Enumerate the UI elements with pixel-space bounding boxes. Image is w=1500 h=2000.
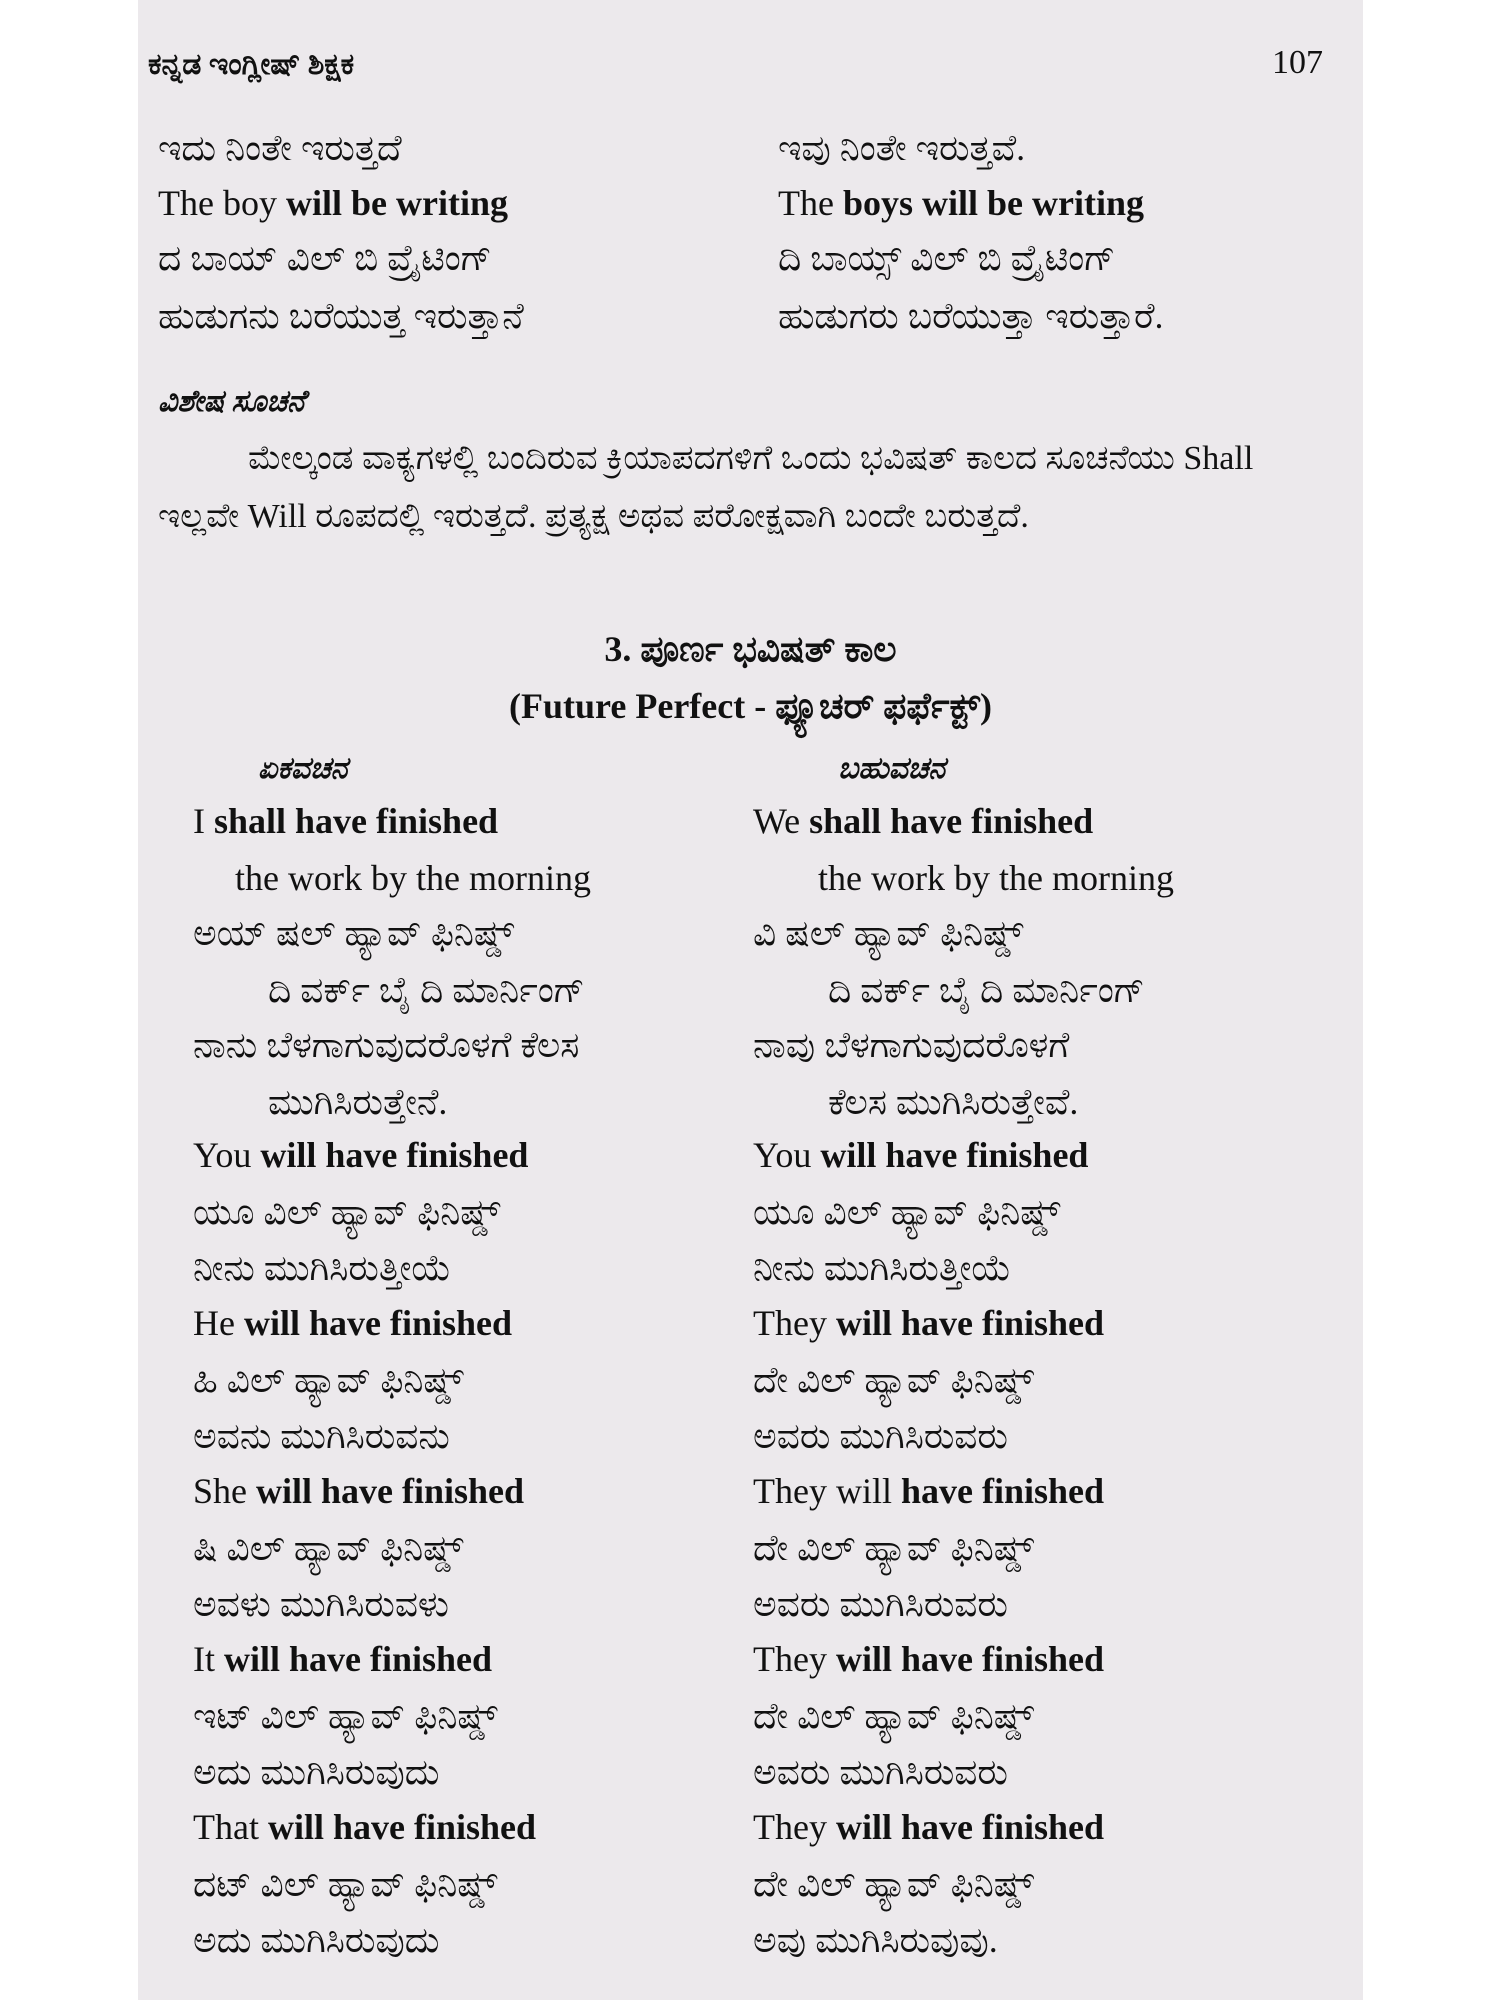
pair-right-transliteration: ದೇ ವಿಲ್ ಹ್ಯಾವ್ ಫಿನಿಷ್ಡ್ bbox=[753, 1360, 1034, 1400]
pair-right-english: They will have finished bbox=[753, 1303, 1105, 1343]
running-header-title: ಕನ್ನಡ ಇಂಗ್ಲೀಷ್ ಶಿಕ್ಷಕ bbox=[148, 48, 355, 81]
pair-left-english: He will have finished bbox=[193, 1303, 513, 1343]
fp-right-transliteration-cont: ದಿ ವರ್ಕ್ ಬೈ ದಿ ಮಾರ್ನಿಂಗ್ bbox=[828, 970, 1145, 1010]
fp-right-meaning: ನಾವು ಬೆಳಗಾಗುವುದರೊಳಗೆ bbox=[753, 1025, 1070, 1065]
pair-right-meaning: ಅವರು ಮುಗಿಸಿರುವರು bbox=[753, 1584, 1008, 1624]
left-kannada-line: ಇದು ನಿಂತೇ ಇರುತ್ತದೆ bbox=[158, 128, 402, 168]
pair-right-transliteration: ದೇ ವಿಲ್ ಹ್ಯಾವ್ ಫಿನಿಷ್ಡ್ bbox=[753, 1864, 1034, 1904]
pair-left-transliteration: ಯೂ ವಿಲ್ ಹ್ಯಾವ್ ಫಿನಿಷ್ಡ್ bbox=[193, 1192, 501, 1232]
pair-left-transliteration: ದಟ್ ವಿಲ್ ಹ್ಯಾವ್ ಫಿನಿಷ್ಡ್ bbox=[193, 1864, 498, 1904]
fp-left-meaning: ನಾನು ಬೆಳಗಾಗುವುದರೊಳಗೆ ಕೆಲಸ bbox=[193, 1025, 580, 1065]
fp-right-english-cont: the work by the morning bbox=[818, 858, 1174, 898]
note-paragraph: ಮೇಲ್ಕಂಡ ವಾಕ್ಯಗಳಲ್ಲಿ ಬಂದಿರುವ ಕ್ರಿಯಾಪದಗಳಿಗೆ ಒಂದು ಭವಿಷತ್ ಕಾಲದ ಸೂಚನೆಯು Shall ಇಲ್ಲವೇ Will ರೂಪದಲ್ಲಿ ಇರುತ್ತದೆ. ಪ್ರತ್ಯಕ್ಷ ಅಥವ ಪರೋಕ್ಷವಾಗಿ ಬಂದೇ ಬರುತ್ತದೆ. bbox=[158, 440, 1254, 535]
fp-left-english: I shall have finished bbox=[193, 801, 499, 841]
fp-left-transliteration: ಅಯ್ ಷಲ್ ಹ್ಯಾವ್ ಫಿನಿಷ್ಡ್ bbox=[193, 913, 515, 953]
left-transliteration: ದ ಬಾಯ್ ವಿಲ್ ಬಿ ವ್ರೈಟಿಂಗ್ bbox=[158, 238, 492, 278]
fp-right-english: We shall have finished bbox=[753, 801, 1094, 841]
pair-left-transliteration: ಇಟ್ ವಿಲ್ ಹ್ಯಾವ್ ಫಿನಿಷ್ಡ್ bbox=[193, 1696, 498, 1736]
section-subtitle: (Future Perfect - ಫ್ಯೂಚರ್ ಫರ್ಫೆಕ್ಟ್) bbox=[509, 686, 992, 726]
right-transliteration: ದಿ ಬಾಯ್ಸ್ ವಿಲ್ ಬಿ ವ್ರೈಟಿಂಗ್ bbox=[778, 238, 1116, 278]
pair-right-english: They will have finished bbox=[753, 1639, 1105, 1679]
pair-left-english: You will have finished bbox=[193, 1135, 529, 1175]
right-meaning: ಹುಡುಗರು ಬರೆಯುತ್ತಾ ಇರುತ್ತಾರೆ. bbox=[778, 296, 1164, 336]
fp-right-transliteration: ವಿ ಷಲ್ ಹ್ಯಾವ್ ಫಿನಿಷ್ಡ್ bbox=[753, 913, 1024, 953]
pair-right-meaning: ನೀನು ಮುಗಿಸಿರುತ್ತೀಯೆ bbox=[753, 1248, 1012, 1288]
pair-left-meaning: ಅವಳು ಮುಗಿಸಿರುವಳು bbox=[193, 1584, 449, 1624]
note-heading: ವಿಶೇಷ ಸೂಚನೆ bbox=[158, 385, 305, 418]
pair-right-english: They will have finished bbox=[753, 1471, 1105, 1511]
pair-left-meaning: ಅದು ಮುಗಿಸಿರುವುದು bbox=[193, 1752, 440, 1792]
pair-left-meaning: ಅದು ಮುಗಿಸಿರುವುದು bbox=[193, 1920, 440, 1960]
pair-right-meaning: ಅವರು ಮುಗಿಸಿರುವರು bbox=[753, 1752, 1008, 1792]
pair-right-transliteration: ದೇ ವಿಲ್ ಹ್ಯಾವ್ ಫಿನಿಷ್ಡ್ bbox=[753, 1696, 1034, 1736]
fp-left-transliteration-cont: ದಿ ವರ್ಕ್ ಬೈ ದಿ ಮಾರ್ನಿಂಗ್ bbox=[268, 970, 585, 1010]
pair-left-english: That will have finished bbox=[193, 1807, 537, 1847]
pair-right-english: They will have finished bbox=[753, 1807, 1105, 1847]
right-english-sentence: The boys will be writing bbox=[778, 183, 1144, 223]
section-title: 3. ಪೂರ್ಣ ಭವಿಷತ್ ಕಾಲ bbox=[604, 629, 897, 669]
fp-left-meaning-cont: ಮುಗಿಸಿರುತ್ತೇನೆ. bbox=[268, 1082, 448, 1122]
pair-left-english: It will have finished bbox=[193, 1639, 493, 1679]
pair-right-meaning: ಅವರು ಮುಗಿಸಿರುವರು bbox=[753, 1416, 1008, 1456]
pair-right-transliteration: ದೇ ವಿಲ್ ಹ್ಯಾವ್ ಫಿನಿಷ್ಡ್ bbox=[753, 1528, 1034, 1568]
left-meaning: ಹುಡುಗನು ಬರೆಯುತ್ತ ಇರುತ್ತಾನೆ bbox=[158, 296, 524, 336]
pair-left-meaning: ಅವನು ಮುಗಿಸಿರುವನು bbox=[193, 1416, 450, 1456]
pair-left-english: She will have finished bbox=[193, 1471, 525, 1511]
pair-left-transliteration: ಷಿ ವಿಲ್ ಹ್ಯಾವ್ ಫಿನಿಷ್ಡ್ bbox=[193, 1528, 464, 1568]
page-number: 107 bbox=[1272, 44, 1323, 81]
pair-left-meaning: ನೀನು ಮುಗಿಸಿರುತ್ತೀಯೆ bbox=[193, 1248, 452, 1288]
left-english-sentence: The boy will be writing bbox=[158, 183, 508, 223]
book-page bbox=[138, 0, 1363, 2000]
fp-right-meaning-cont: ಕೆಲಸ ಮುಗಿಸಿರುತ್ತೇವೆ. bbox=[828, 1082, 1079, 1122]
pair-left-transliteration: ಹಿ ವಿಲ್ ಹ್ಯಾವ್ ಫಿನಿಷ್ಡ್ bbox=[193, 1360, 464, 1400]
pair-right-transliteration: ಯೂ ವಿಲ್ ಹ್ಯಾವ್ ಫಿನಿಷ್ಡ್ bbox=[753, 1192, 1061, 1232]
pair-right-english: You will have finished bbox=[753, 1135, 1089, 1175]
fp-left-english-cont: the work by the morning bbox=[235, 858, 591, 898]
plural-heading: ಬಹುವಚನ bbox=[838, 752, 946, 785]
singular-heading: ಏಕವಚನ bbox=[258, 752, 348, 785]
right-kannada-line: ಇವು ನಿಂತೇ ಇರುತ್ತವೆ. bbox=[778, 128, 1026, 168]
pair-right-meaning: ಅವು ಮುಗಿಸಿರುವುವು. bbox=[753, 1920, 998, 1960]
